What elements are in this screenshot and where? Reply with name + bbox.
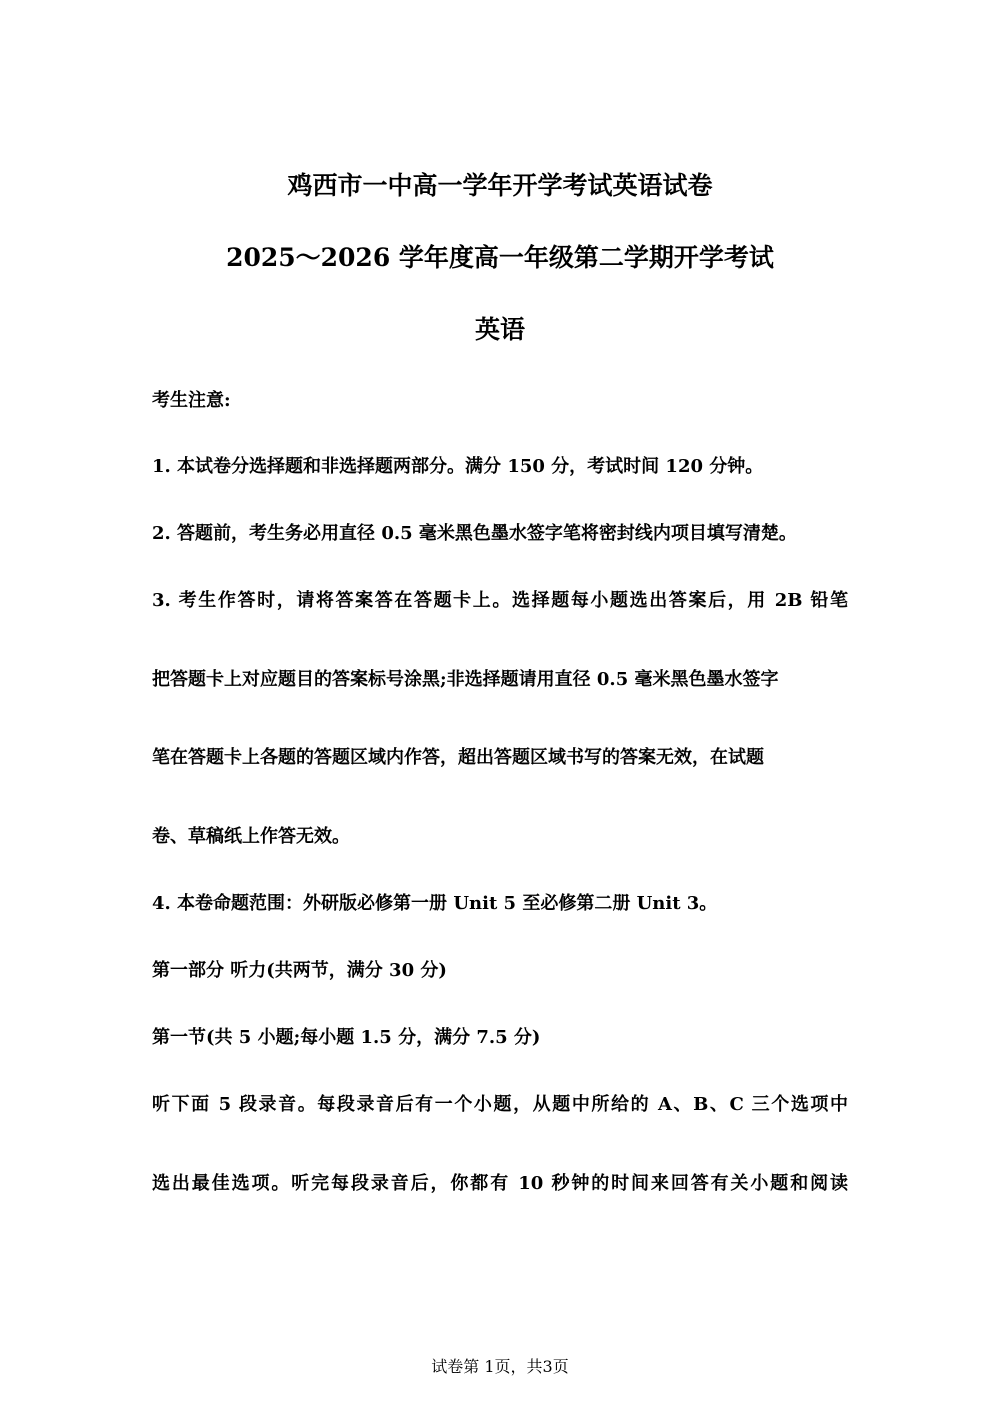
listening-instructions-line-2: 选出最佳选项。听完每段录音后，你都有 10 秒钟的时间来回答有关小题和阅读 <box>152 1173 848 1194</box>
exam-subtitle: 2025～2026 学年度高一年级第二学期开学考试 <box>226 243 774 272</box>
listening-instructions-line-1: 听下面 5 段录音。每段录音后有一个小题，从题中所给的 A、B、C 三个选项中 <box>152 1094 848 1115</box>
page-footer: 试卷第 1页，共3页 <box>431 1357 569 1376</box>
part-1-heading: 第一部分 听力(共两节，满分 30 分) <box>152 960 447 981</box>
notice-item-3-line-2: 把答题卡上对应题目的答案标号涂黑;非选择题请用直径 0.5 毫米黑色墨水签字 <box>152 669 779 690</box>
exam-title: 鸡西市一中高一学年开学考试英语试卷 <box>287 171 713 200</box>
exam-subject: 英语 <box>474 315 525 344</box>
notice-item-1: 1. 本试卷分选择题和非选择题两部分。满分 150 分，考试时间 120 分钟。 <box>152 456 764 477</box>
section-1-heading: 第一节(共 5 小题;每小题 1.5 分，满分 7.5 分) <box>152 1027 541 1048</box>
notice-item-3-line-3: 笔在答题卡上各题的答题区域内作答，超出答题区域书写的答案无效，在试题 <box>152 747 764 768</box>
notice-item-3-line-4: 卷、草稿纸上作答无效。 <box>152 826 350 847</box>
notice-item-2: 2. 答题前，考生务必用直径 0.5 毫米黑色墨水签字笔将密封线内项目填写清楚。 <box>152 523 797 544</box>
notice-item-4: 4. 本卷命题范围：外研版必修第一册 Unit 5 至必修第二册 Unit 3。 <box>152 893 718 914</box>
notice-heading: 考生注意: <box>152 390 231 411</box>
notice-item-3-line-1: 3. 考生作答时，请将答案答在答题卡上。选择题每小题选出答案后，用 2B 铅笔 <box>152 590 848 611</box>
